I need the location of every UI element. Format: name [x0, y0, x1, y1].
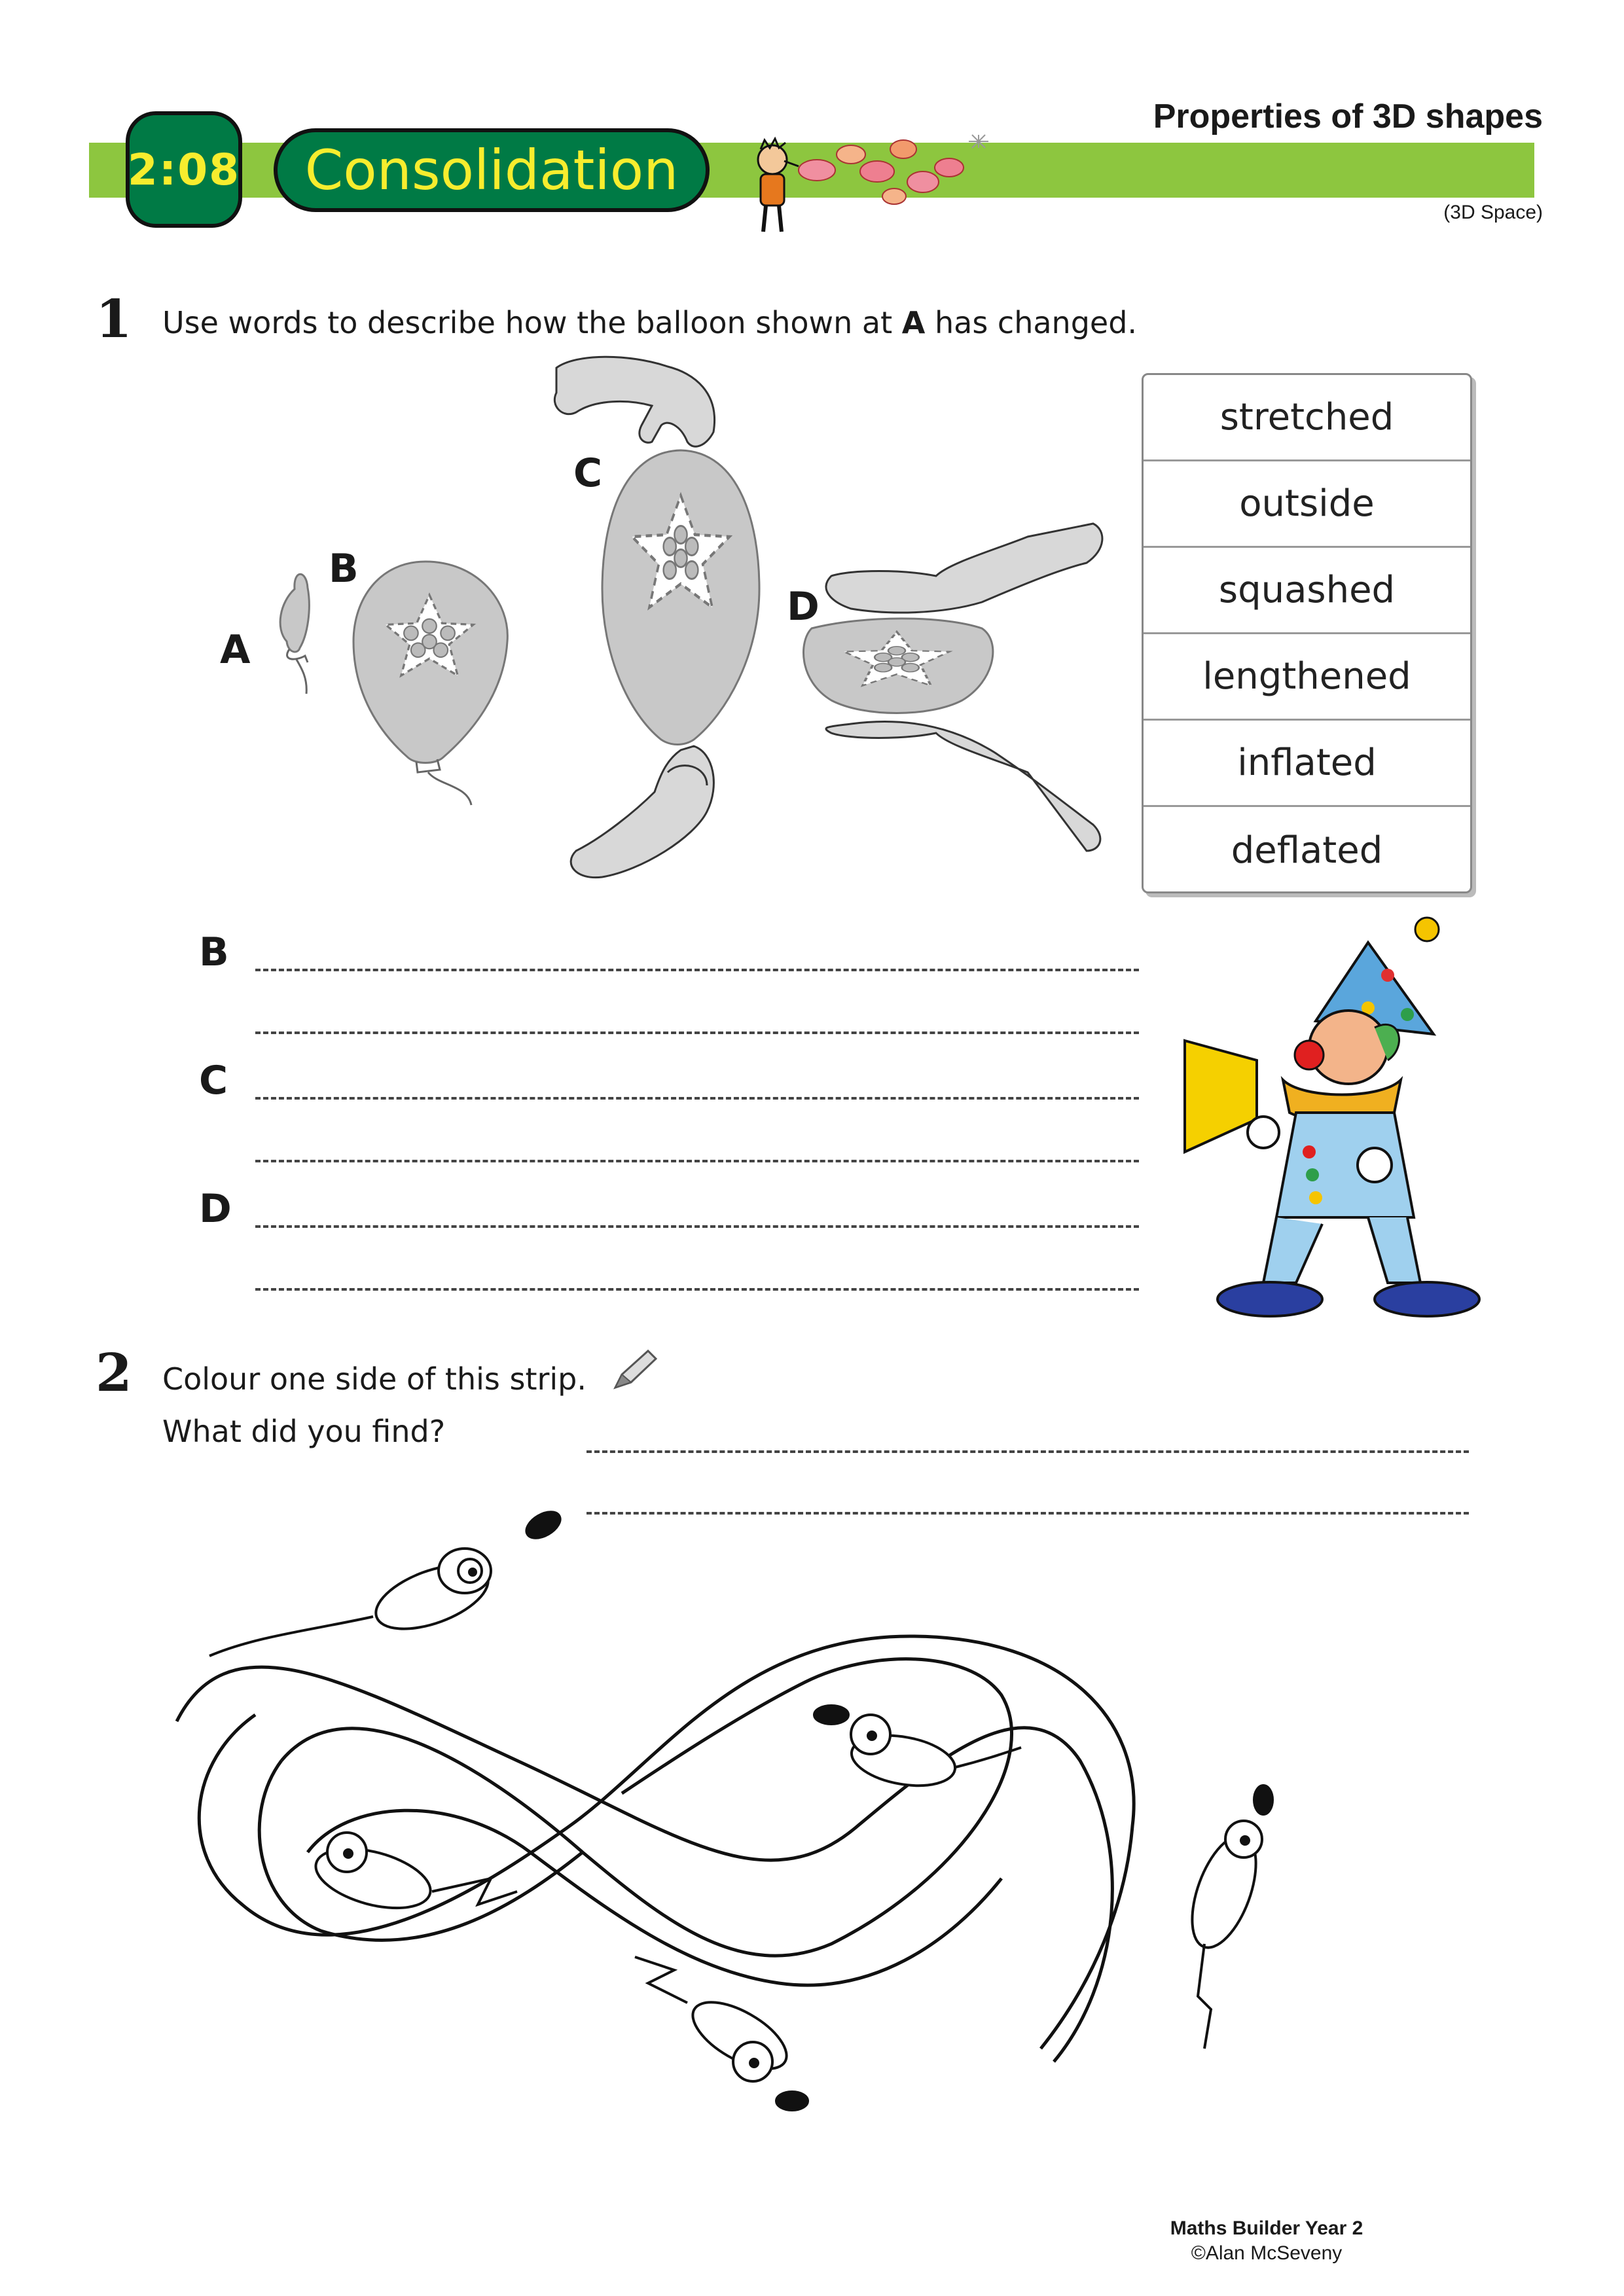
answer-label-b: B — [199, 929, 229, 975]
footer-book-title: Maths Builder Year 2 — [1170, 2217, 1363, 2239]
answer-label-c: C — [199, 1058, 228, 1103]
boy-blowing-bubbles-illustration — [746, 128, 1001, 240]
word-bank — [1142, 373, 1472, 893]
pencil-icon — [609, 1348, 661, 1394]
question-1-text-end: has changed. — [925, 305, 1138, 340]
mobius-strip-with-rats-illustration — [151, 1486, 1329, 2140]
answer-label-d: D — [199, 1186, 232, 1232]
answer-line-d-1[interactable] — [255, 1225, 1139, 1228]
clown-megaphone-illustration — [1172, 916, 1519, 1322]
answer-line-b-1[interactable] — [255, 969, 1139, 971]
footer-copyright: ©Alan McSeveny — [1191, 2242, 1343, 2264]
figure-label-c: C — [573, 450, 603, 496]
word-bank-item: stretched — [1144, 375, 1470, 461]
question-1-text-start: Use words to describe how the balloon shown at — [162, 305, 902, 340]
figure-label-a: A — [220, 627, 251, 673]
word-bank-item: lengthened — [1144, 634, 1470, 721]
word-bank-item: squashed — [1144, 548, 1470, 634]
question-1-text-bold: A — [901, 305, 926, 340]
question-2-line-2: What did you find? — [162, 1414, 446, 1449]
topic-heading: Properties of 3D shapes — [1153, 98, 1543, 135]
answer-line-c-2[interactable] — [255, 1160, 1139, 1162]
balloons-figure — [209, 353, 1113, 890]
word-bank-item: deflated — [1231, 829, 1383, 872]
answer-line-d-2[interactable] — [255, 1288, 1139, 1291]
subtopic-label: (3D Space) — [1443, 202, 1543, 223]
figure-label-b: B — [329, 546, 359, 592]
question-2-line-1: Colour one side of this strip. — [162, 1361, 586, 1397]
answer-line-b-2[interactable] — [255, 1031, 1139, 1034]
answer-line-q2-1[interactable] — [586, 1450, 1469, 1453]
lesson-code-badge: 2:08 — [126, 111, 242, 228]
question-1-text — [162, 305, 1137, 340]
question-2-number: 2 — [96, 1342, 132, 1403]
figure-label-d: D — [787, 584, 820, 630]
word-bank-item: inflated — [1144, 721, 1470, 807]
word-bank-item: outside — [1144, 461, 1470, 548]
question-1-number: 1 — [96, 288, 132, 350]
hand-icon — [554, 357, 714, 446]
page-title: Consolidation — [274, 128, 710, 212]
answer-line-c-1[interactable] — [255, 1097, 1139, 1100]
